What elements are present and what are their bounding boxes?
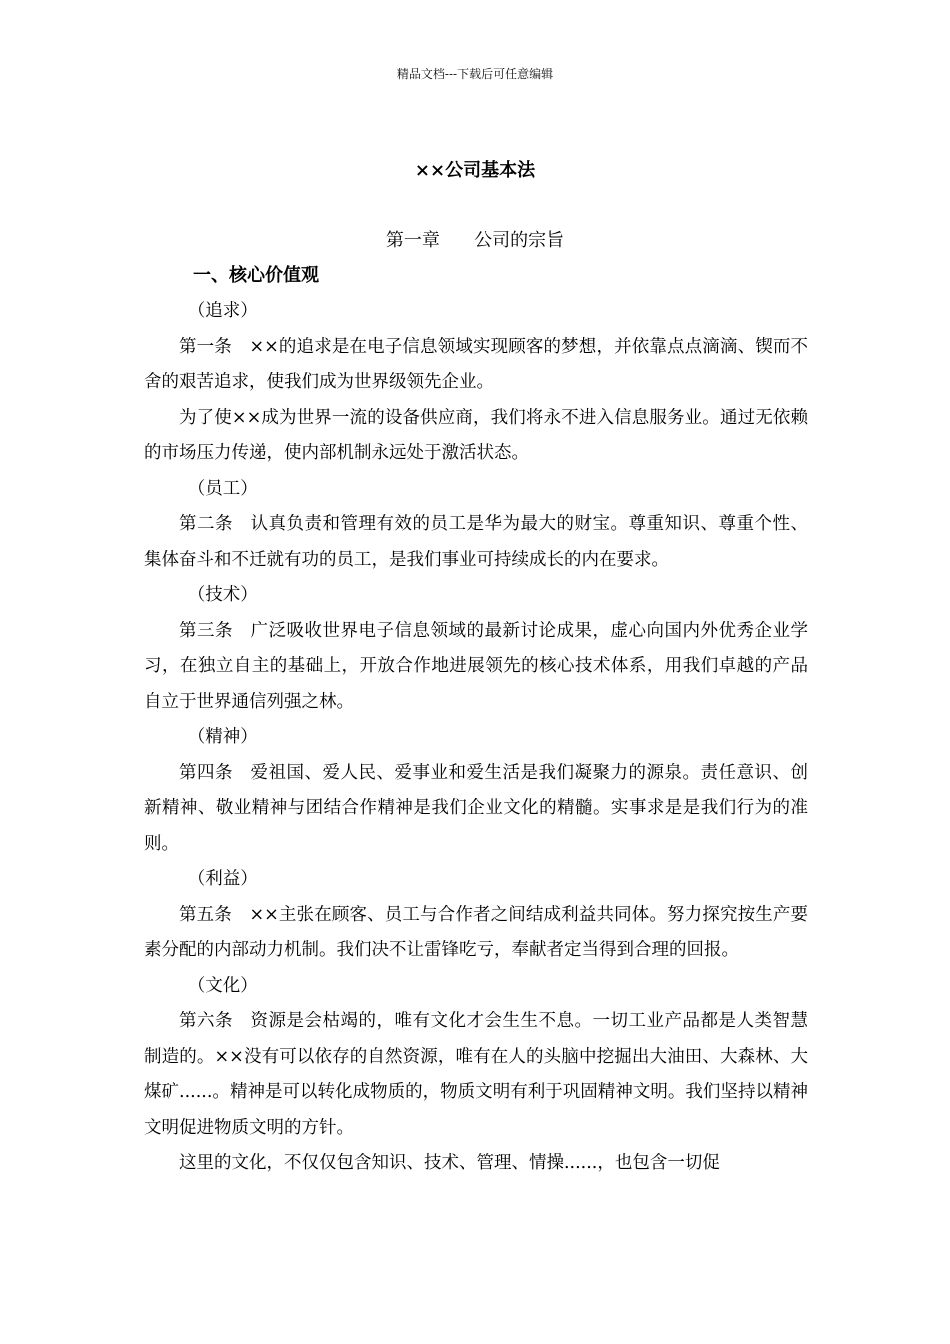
article-paragraph — [144, 330, 808, 401]
category-label: （精神） — [187, 727, 258, 747]
category-label: （利益） — [187, 869, 258, 889]
article-number: 第四条 — [179, 762, 233, 783]
article-text: ××的追求是在电子信息领域实现顾客的梦想，并依靠点点滴滴、锲而不舍的艰苦追求，使我们成为世界级领先企业。 — [144, 336, 809, 392]
page-header-note: 精品文档---下载后可任意编辑 — [396, 67, 554, 81]
article-paragraph — [144, 1004, 808, 1146]
chapter-name: 公司的宗旨 — [474, 230, 565, 251]
article-paragraph — [144, 898, 808, 969]
chapter-number: 第一章 — [385, 230, 440, 251]
category-label: （追求） — [187, 301, 258, 321]
article-text: 认真负责和管理有效的员工是华为最大的财宝。尊重知识、尊重个性、集体奋斗和不迁就有功的员工，是我们事业可持续成长的内在要求。 — [144, 514, 808, 570]
article-text: ××主张在顾客、员工与合作者之间结成利益共同体。努力探究按生产要素分配的内部动力机制。我们决不让雷锋吃亏，奉献者定当得到合理的回报。 — [144, 904, 809, 960]
article-text: 广泛吸收世界电子信息领域的最新讨论成果，虚心向国内外优秀企业学习，在独立自主的基础上，开放合作地进展领先的核心技术体系，用我们卓越的产品自立于世界通信列强之林。 — [144, 620, 808, 712]
section-heading: 一、核心价值观 — [193, 265, 319, 286]
body-paragraph: 这里的文化，不仅仅包含知识、技术、管理、情操......，也包含一切促 — [179, 1153, 720, 1173]
article-paragraph — [144, 507, 808, 578]
article-number: 第二条 — [179, 514, 233, 534]
article-number: 第五条 — [179, 904, 232, 925]
body-paragraph: 为了使××成为世界一流的设备供应商，我们将永不进入信息服务业。通过无依赖的市场压力传递，使内部机制永远处于激活状态。 — [144, 407, 808, 463]
category-label: （技术） — [187, 585, 258, 605]
article-number: 第三条 — [179, 620, 233, 641]
chapter-title — [0, 228, 950, 254]
article-number: 第六条 — [179, 1011, 233, 1031]
category-label: （员工） — [187, 478, 258, 499]
article-text: 资源是会枯竭的，唯有文化才会生生不息。一切工业产品都是人类智慧制造的。××没有可以依存的自然资源，唯有在人的头脑中挖掘出大油田、大森林、大煤矿......。精神是可以转化成物质的，物质文明有利于巩固精神文明。我们坚持以精神文明促进物质文明的方针。 — [144, 1011, 808, 1138]
article-text: 爱祖国、爱人民、爱事业和爱生活是我们凝聚力的源泉。责任意识、创新精神、敬业精神与团结合作精神是我们企业文化的精髓。实事求是是我们行为的准则。 — [144, 762, 808, 854]
document-title: ××公司基本法 — [414, 160, 536, 181]
article-number: 第一条 — [179, 336, 232, 357]
document-body — [144, 294, 808, 1182]
article-paragraph — [144, 756, 808, 863]
article-paragraph — [144, 614, 808, 721]
category-label: （文化） — [187, 975, 258, 996]
